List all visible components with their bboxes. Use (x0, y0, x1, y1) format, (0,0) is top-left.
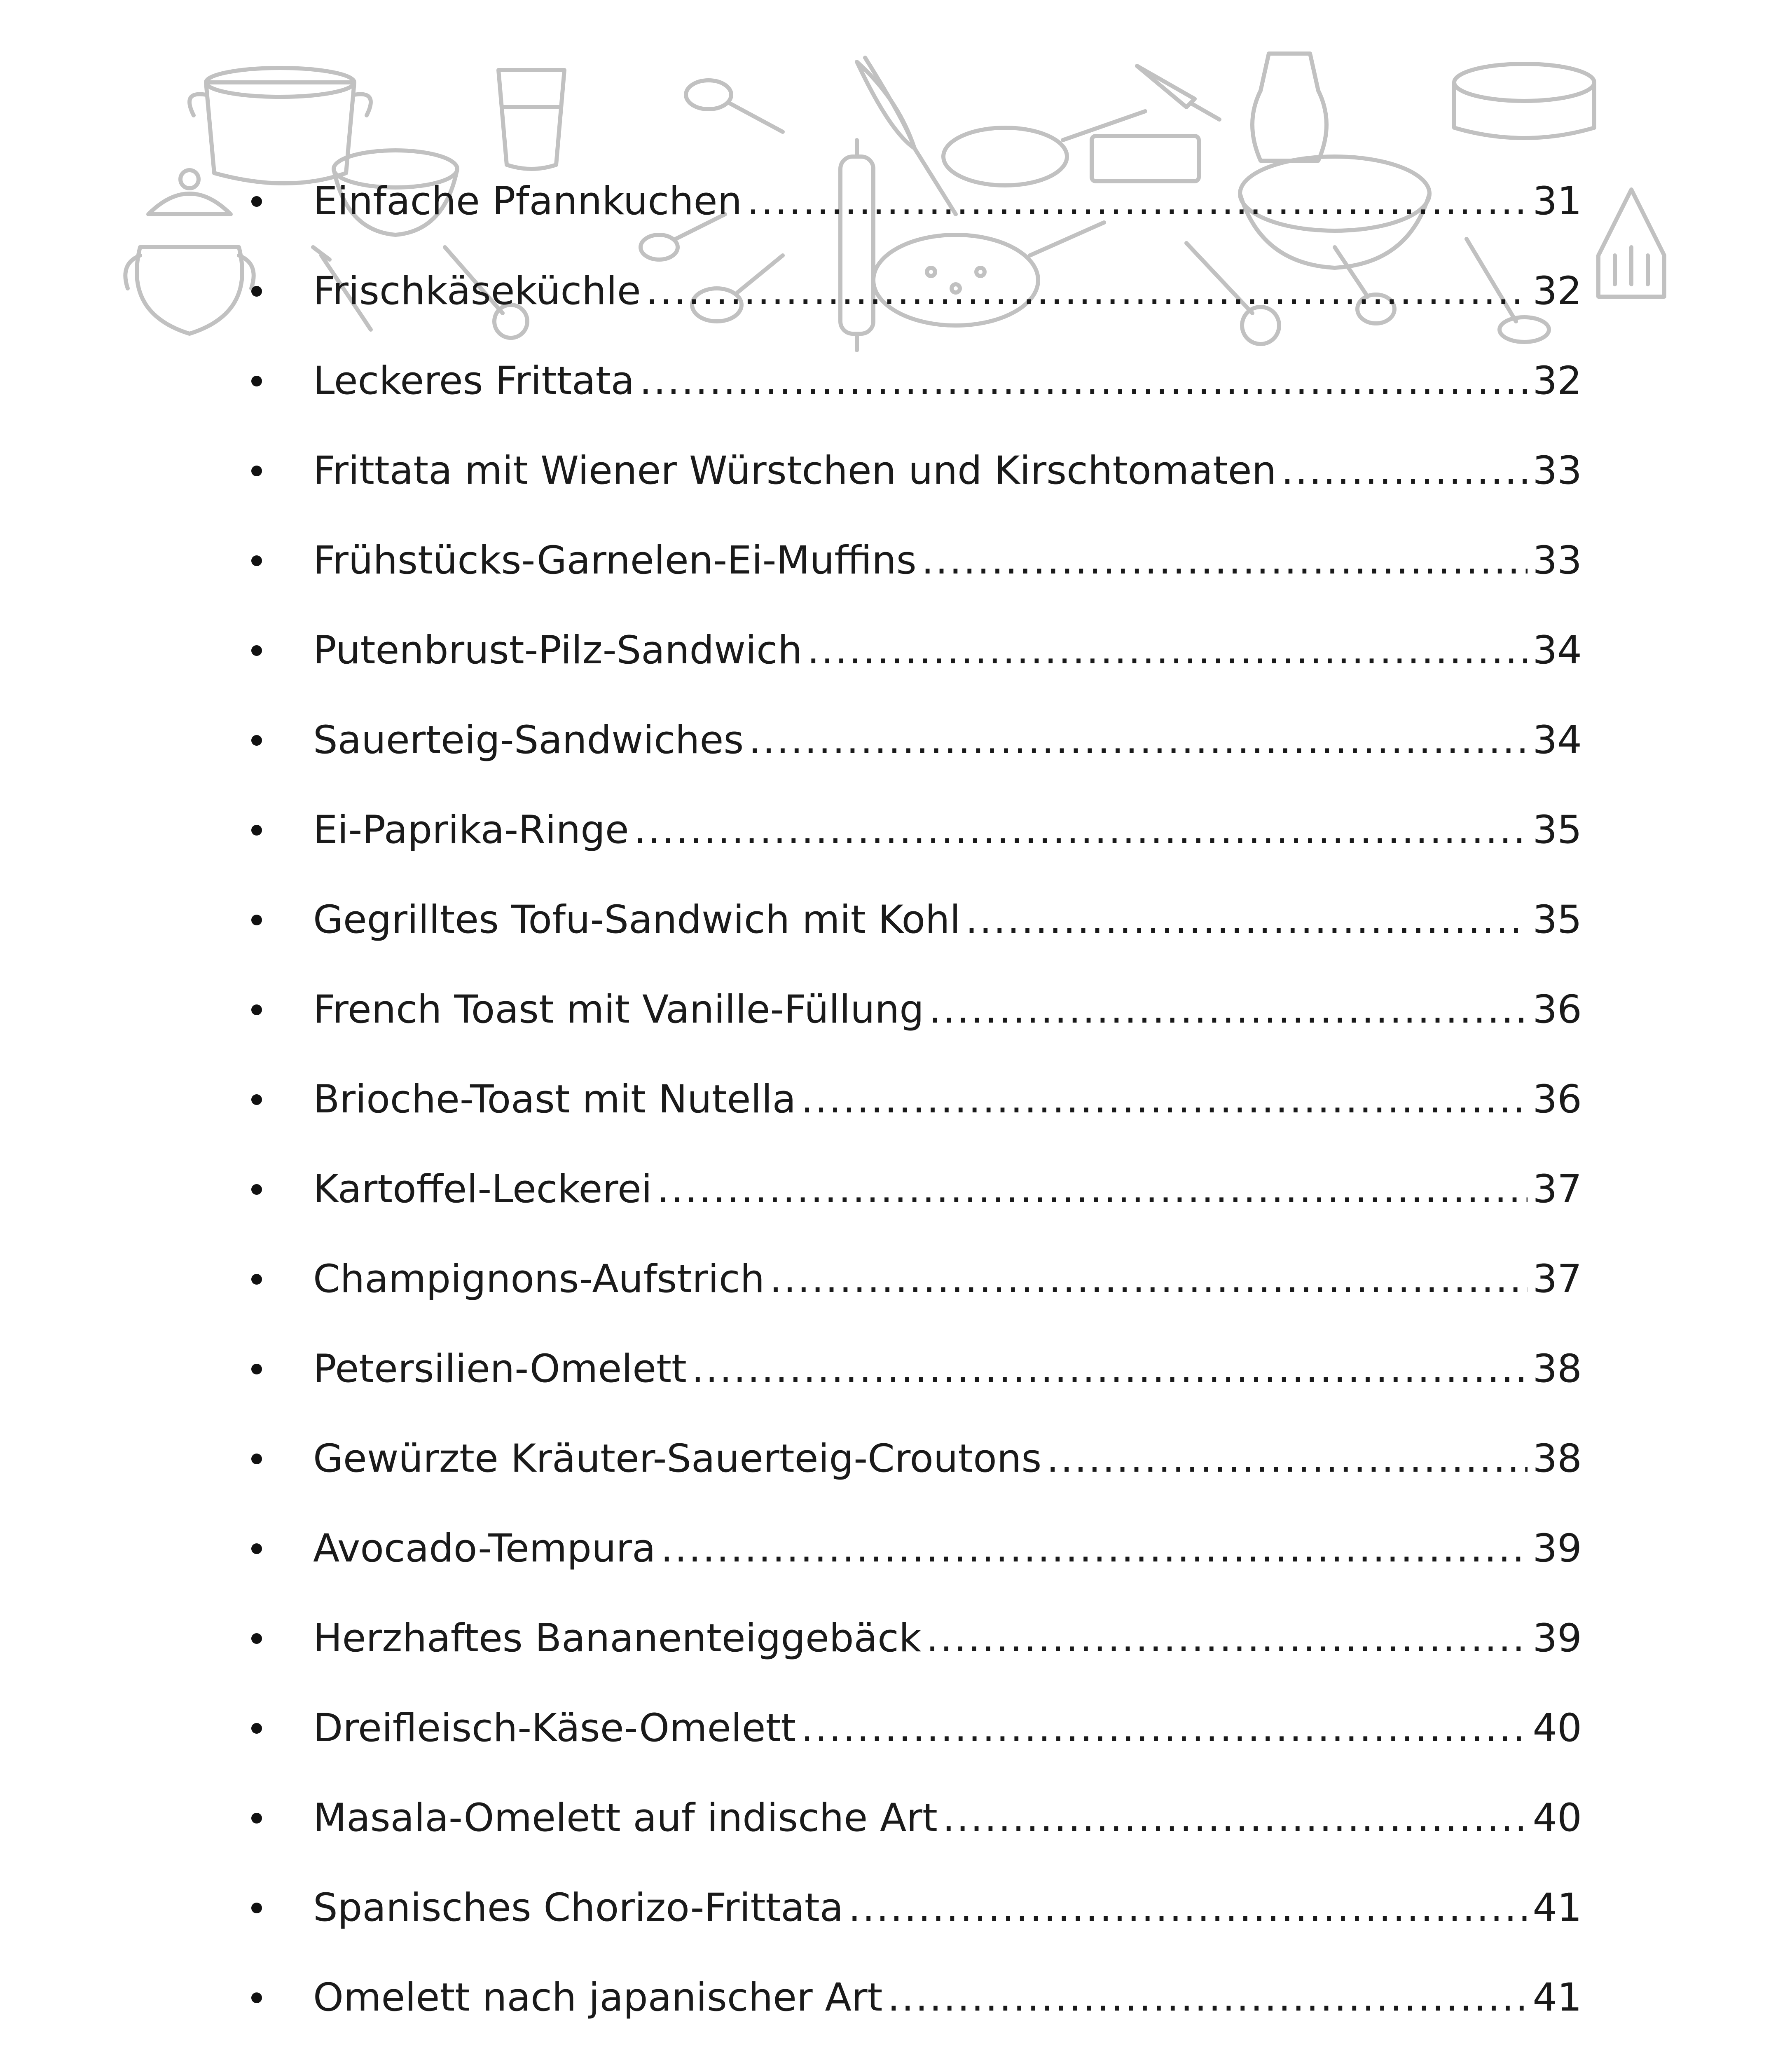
bullet-icon (251, 1903, 262, 1913)
entry-page-number: 40 (1532, 1706, 1582, 1751)
toc-entry[interactable] (239, 1953, 1582, 2043)
entry-title: Gegrilltes Tofu-Sandwich mit Kohl (313, 897, 961, 942)
toc-entry[interactable] (239, 1773, 1582, 1863)
dot-leader (692, 1350, 1528, 1388)
dot-leader (639, 362, 1528, 400)
entry-title: Champignons-Aufstrich (313, 1257, 765, 1302)
entry-title: Gewürzte Kräuter-Sauerteig-Croutons (313, 1436, 1042, 1481)
cake-tin-icon (1454, 64, 1594, 138)
bullet-icon (251, 196, 262, 207)
toc-entry[interactable] (239, 426, 1582, 516)
bullet-icon (251, 1992, 262, 2003)
bullet-icon (251, 1004, 262, 1015)
dot-leader (848, 1889, 1528, 1927)
bullet-icon (251, 915, 262, 925)
bullet-icon (251, 286, 262, 297)
bullet-icon (251, 1094, 262, 1105)
entry-page-number: 36 (1532, 987, 1582, 1032)
entry-title: Leckeres Frittata (313, 358, 635, 403)
entry-page-number: 31 (1532, 179, 1582, 224)
toc-entry[interactable] (239, 1324, 1582, 1414)
toc-entry[interactable] (239, 1414, 1582, 1504)
entry-page-number: 34 (1532, 718, 1582, 763)
bullet-icon (251, 376, 262, 386)
dot-leader (943, 1799, 1528, 1838)
bullet-icon (251, 1723, 262, 1734)
bullet-icon (251, 466, 262, 476)
entry-title: Kartoffel-Leckerei (313, 1167, 652, 1212)
entry-page-number: 33 (1532, 538, 1582, 583)
entry-title: Petersilien-Omelett (313, 1346, 687, 1391)
bullet-icon (251, 555, 262, 566)
entry-title: Einfache Pfannkuchen (313, 179, 742, 224)
dot-leader (1281, 452, 1528, 490)
entry-title: Frittata mit Wiener Würstchen und Kirschtomaten (313, 448, 1277, 493)
dot-leader (770, 1260, 1528, 1299)
entry-title: Ei-Paprika-Ringe (313, 808, 629, 852)
toc-entry[interactable] (239, 1863, 1582, 1953)
entry-title: Spanisches Chorizo-Frittata (313, 1885, 844, 1930)
entry-title: Avocado-Tempura (313, 1526, 656, 1571)
entry-page-number: 35 (1532, 808, 1582, 852)
entry-title: Frischkäseküchle (313, 269, 641, 314)
dot-leader (887, 1978, 1528, 2017)
table-of-contents (239, 157, 1582, 2060)
entry-page-number: 40 (1532, 1795, 1582, 1840)
dot-leader (926, 1619, 1528, 1658)
entry-title: Putenbrust-Pilz-Sandwich (313, 628, 802, 673)
entry-page-number: 41 (1532, 1975, 1582, 2020)
entry-page-number: 38 (1532, 1346, 1582, 1391)
toc-entry[interactable] (239, 246, 1582, 336)
entry-page-number: 34 (1532, 628, 1582, 673)
toc-entry[interactable] (239, 965, 1582, 1055)
knife-icon (1137, 66, 1219, 119)
toc-entry[interactable] (239, 1683, 1582, 1773)
dot-leader (801, 1709, 1528, 1748)
entry-page-number: 32 (1532, 358, 1582, 403)
toc-entry[interactable] (239, 875, 1582, 965)
entry-title: French Toast mit Vanille-Füllung (313, 987, 924, 1032)
spoon-icon (686, 80, 783, 132)
toc-entry[interactable] (239, 1504, 1582, 1594)
entry-title: Dreifleisch-Käse-Omelett (313, 1706, 796, 1751)
toc-entry[interactable] (239, 1234, 1582, 1324)
toc-entry[interactable] (239, 785, 1582, 875)
jar-icon (125, 247, 253, 334)
entry-title: Sauerteig-Sandwiches (313, 718, 744, 763)
entry-page-number: 38 (1532, 1436, 1582, 1481)
toc-entry[interactable] (239, 1055, 1582, 1145)
entry-page-number: 36 (1532, 1077, 1582, 1122)
entry-title: Herzhaftes Bananenteiggebäck (313, 1616, 922, 1661)
dot-leader (966, 901, 1528, 939)
glass-icon (498, 70, 564, 169)
dot-leader (749, 721, 1528, 760)
dot-leader (807, 631, 1528, 670)
entry-page-number: 33 (1532, 448, 1582, 493)
entry-page-number: 39 (1532, 1526, 1582, 1571)
dot-leader (661, 1529, 1528, 1568)
bullet-icon (251, 825, 262, 836)
entry-page-number: 32 (1532, 269, 1582, 314)
bullet-icon (251, 1633, 262, 1644)
bullet-icon (251, 735, 262, 746)
entry-title: Masala-Omelett auf indische Art (313, 1795, 938, 1840)
toc-entry[interactable] (239, 1145, 1582, 1234)
bullet-icon (251, 1813, 262, 1824)
bullet-icon (251, 645, 262, 656)
entry-page-number: 35 (1532, 897, 1582, 942)
entry-page-number: 37 (1532, 1167, 1582, 1212)
toc-entry[interactable] (239, 157, 1582, 246)
toc-entry[interactable] (239, 1594, 1582, 1683)
carafe-icon (1252, 54, 1326, 161)
dot-leader (929, 990, 1528, 1029)
dot-leader (747, 182, 1528, 221)
dot-leader (1046, 1440, 1528, 1478)
toc-entry[interactable] (239, 2043, 1582, 2060)
lid-icon (148, 170, 231, 214)
bullet-icon (251, 1364, 262, 1374)
toc-entry[interactable] (239, 516, 1582, 606)
entry-title: Brioche-Toast mit Nutella (313, 1077, 796, 1122)
toc-entry[interactable] (239, 606, 1582, 695)
dot-leader (634, 811, 1528, 850)
toc-entry[interactable] (239, 695, 1582, 785)
grater-icon (1598, 190, 1664, 297)
bullet-icon (251, 1454, 262, 1464)
bullet-icon (251, 1543, 262, 1554)
entry-page-number: 41 (1532, 1885, 1582, 1930)
entry-page-number: 39 (1532, 1616, 1582, 1661)
dot-leader (801, 1080, 1528, 1119)
entry-title: Frühstücks-Garnelen-Ei-Muffins (313, 538, 917, 583)
bullet-icon (251, 1274, 262, 1285)
entry-page-number: 37 (1532, 1257, 1582, 1302)
entry-title: Omelett nach japanischer Art (313, 1975, 883, 2020)
dot-leader (657, 1170, 1528, 1209)
toc-entry[interactable] (239, 336, 1582, 426)
dot-leader (646, 272, 1528, 311)
dot-leader (922, 541, 1528, 580)
bullet-icon (251, 1184, 262, 1195)
